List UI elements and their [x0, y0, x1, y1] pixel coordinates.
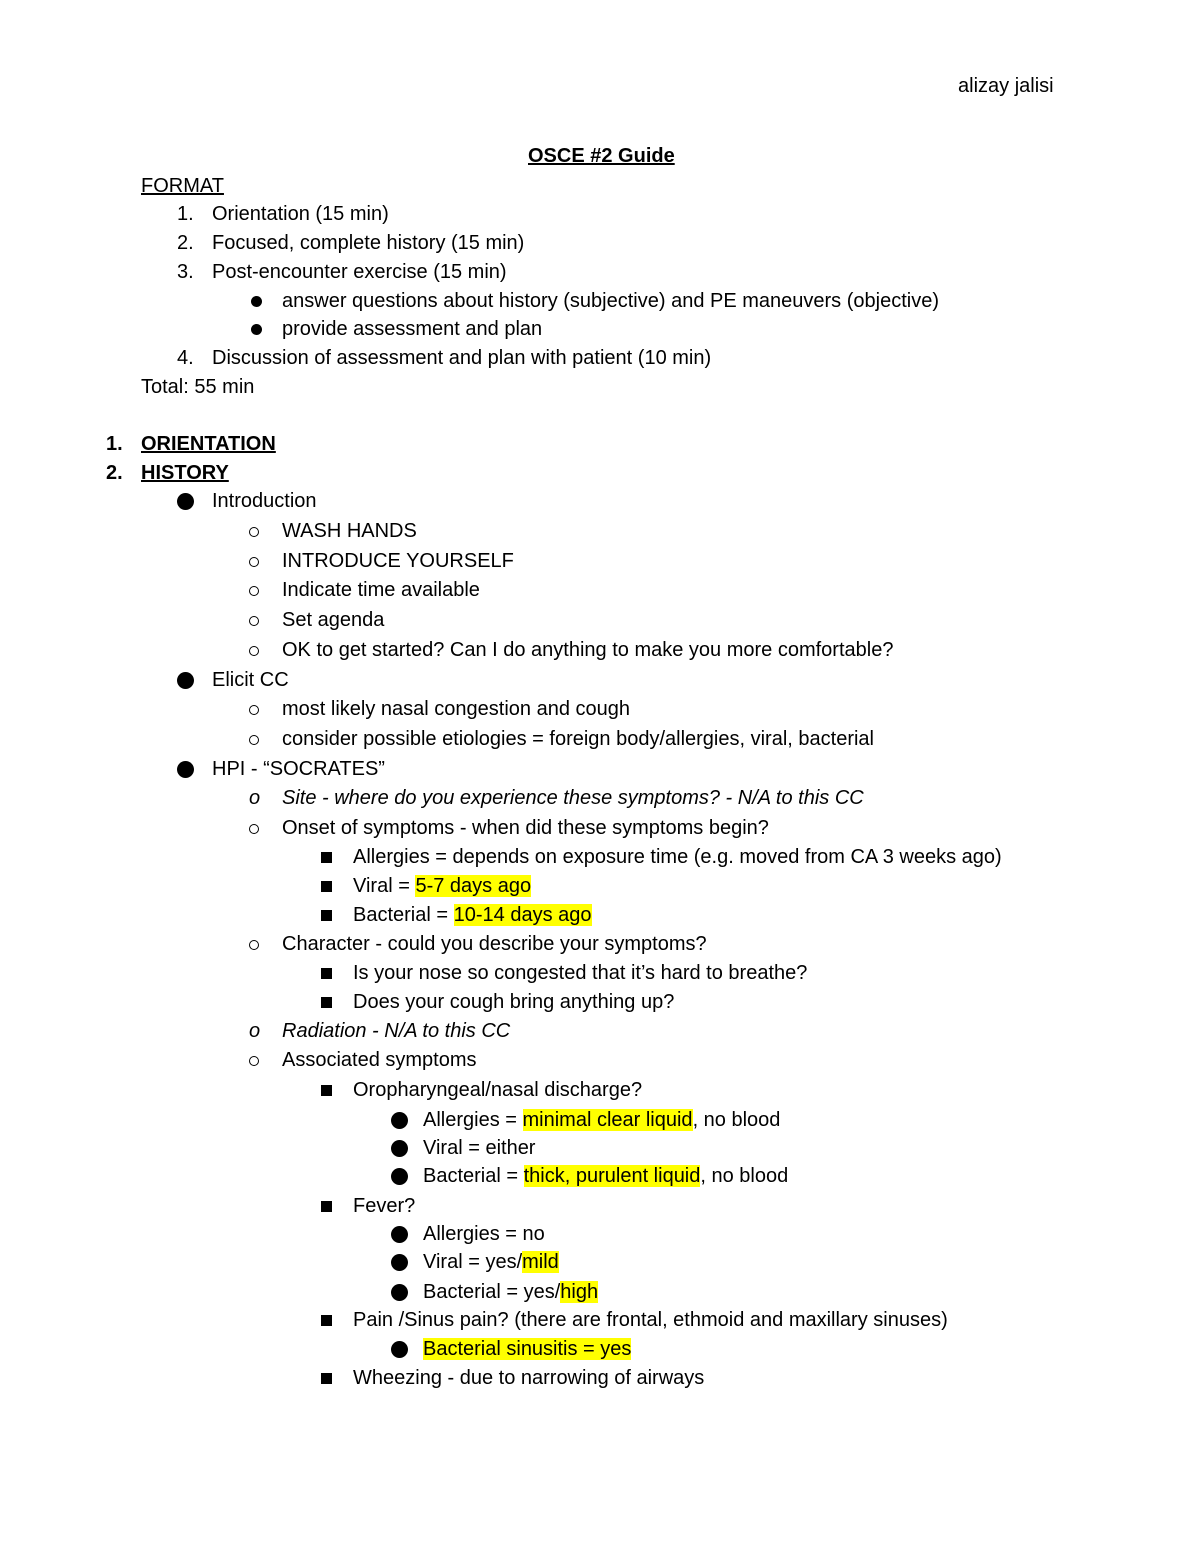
list-number: 2. [177, 232, 194, 254]
character-item: Does your cough bring anything up? [353, 991, 675, 1013]
section-history: HISTORY [141, 462, 229, 484]
onset-bacterial-text: Bacterial = [353, 904, 454, 926]
bullet-square-icon [321, 1366, 332, 1390]
pain-bacterial-highlight: Bacterial sinusitis = yes [423, 1338, 632, 1360]
section-orientation: ORIENTATION [141, 433, 276, 455]
fever-viral [423, 1250, 559, 1274]
bullet-circle-icon [249, 932, 259, 956]
bullet-circle-icon [249, 519, 259, 543]
bullet-square-icon [321, 1308, 332, 1332]
discharge-allergies-highlight: minimal clear liquid [522, 1109, 693, 1131]
discharge-bacterial-text: Bacterial = [423, 1165, 524, 1187]
onset-bacterial [353, 903, 592, 927]
discharge-label: Oropharyngeal/nasal discharge? [353, 1079, 643, 1101]
bullet-dot-icon [391, 1250, 408, 1274]
format-sub-item: answer questions about history (subjective) and PE maneuvers (objective) [282, 290, 939, 312]
bullet-square-icon [321, 903, 332, 927]
format-heading: FORMAT [141, 175, 224, 197]
elicit-cc-label: Elicit CC [212, 669, 289, 691]
pain-label: Pain /Sinus pain? (there are frontal, ethmoid and maxillary sinuses) [353, 1309, 948, 1331]
bullet-dot-icon [391, 1337, 408, 1361]
fever-viral-text: Viral = yes/ [423, 1251, 523, 1273]
discharge-bacterial-suffix: , no blood [700, 1165, 789, 1187]
discharge-allergies-text: Allergies = [423, 1109, 523, 1131]
list-number: 4. [177, 347, 194, 369]
bullet-dot-icon [177, 757, 194, 781]
introduction-item: INTRODUCE YOURSELF [282, 550, 514, 572]
fever-allergies: Allergies = no [423, 1223, 545, 1245]
discharge-allergies [423, 1108, 780, 1132]
introduction-label: Introduction [212, 490, 317, 512]
discharge-viral: Viral = either [423, 1137, 536, 1159]
onset-allergies: Allergies = depends on exposure time (e.g. moved from CA 3 weeks ago) [353, 846, 1002, 868]
hpi-site: Site - where do you experience these symptoms? - N/A to this CC [282, 787, 864, 809]
list-number: 1. [177, 203, 194, 225]
section-number: 1. [106, 433, 123, 455]
bullet-circle-icon [249, 608, 259, 632]
bullet-dot-icon [391, 1280, 408, 1304]
format-item: Post-encounter exercise (15 min) [212, 261, 507, 283]
bullet-circle-icon [249, 578, 259, 602]
bullet-square-icon [321, 845, 332, 869]
bullet-circle-icon [249, 816, 259, 840]
elicit-cc-item: most likely nasal congestion and cough [282, 698, 630, 720]
bullet-dot-icon [391, 1164, 408, 1188]
format-item: Focused, complete history (15 min) [212, 232, 525, 254]
bullet-circle-icon [249, 1048, 259, 1072]
bullet-square-icon [321, 1078, 332, 1102]
bullet-dot-icon [391, 1222, 408, 1246]
introduction-item: WASH HANDS [282, 520, 417, 542]
wheezing-item: Wheezing - due to narrowing of airways [353, 1367, 705, 1389]
hpi-label: HPI - “SOCRATES” [212, 758, 385, 780]
bullet-dot-icon [391, 1136, 408, 1160]
fever-viral-highlight: mild [522, 1251, 559, 1273]
list-number: 3. [177, 261, 194, 283]
discharge-bacterial-highlight: thick, purulent liquid [523, 1165, 701, 1187]
bullet-italic-o: o [249, 1020, 261, 1042]
bullet-circle-icon [249, 638, 259, 662]
hpi-onset: Onset of symptoms - when did these symptoms begin? [282, 817, 769, 839]
bullet-square-icon [321, 961, 332, 985]
format-item: Orientation (15 min) [212, 203, 389, 225]
character-item: Is your nose so congested that it’s hard to breathe? [353, 962, 808, 984]
bullet-dot-icon [251, 289, 262, 313]
bullet-square-icon [321, 990, 332, 1014]
introduction-item: OK to get started? Can I do anything to make you more comfortable? [282, 639, 894, 661]
bullet-dot-icon [177, 489, 194, 513]
onset-viral [353, 874, 531, 898]
bullet-square-icon [321, 1194, 332, 1218]
introduction-item: Set agenda [282, 609, 385, 631]
onset-viral-text: Viral = [353, 875, 416, 897]
fever-bacterial [423, 1280, 598, 1304]
format-sub-item: provide assessment and plan [282, 318, 543, 340]
bullet-circle-icon [249, 727, 259, 751]
fever-bacterial-highlight: high [560, 1281, 599, 1303]
document-title: OSCE #2 Guide [528, 145, 675, 167]
hpi-character: Character - could you describe your symptoms? [282, 933, 707, 955]
introduction-item: Indicate time available [282, 579, 480, 601]
format-total: Total: 55 min [141, 376, 255, 398]
format-item: Discussion of assessment and plan with patient (10 min) [212, 347, 712, 369]
discharge-bacterial [423, 1164, 788, 1188]
fever-label: Fever? [353, 1195, 416, 1217]
onset-bacterial-highlight: 10-14 days ago [453, 904, 592, 926]
bullet-square-icon [321, 874, 332, 898]
discharge-allergies-suffix: , no blood [692, 1109, 781, 1131]
bullet-italic-o: o [249, 787, 261, 809]
hpi-associated: Associated symptoms [282, 1049, 477, 1071]
bullet-circle-icon [249, 549, 259, 573]
bullet-dot-icon [391, 1108, 408, 1132]
pain-bacterial [423, 1337, 631, 1361]
onset-viral-highlight: 5-7 days ago [415, 875, 532, 897]
fever-bacterial-text: Bacterial = yes/ [423, 1281, 561, 1303]
bullet-dot-icon [251, 317, 262, 341]
bullet-circle-icon [249, 697, 259, 721]
author-name: alizay jalisi [958, 75, 1054, 97]
elicit-cc-item: consider possible etiologies = foreign body/allergies, viral, bacterial [282, 728, 874, 750]
hpi-radiation: Radiation - N/A to this CC [282, 1020, 511, 1042]
bullet-dot-icon [177, 668, 194, 692]
section-number: 2. [106, 462, 123, 484]
